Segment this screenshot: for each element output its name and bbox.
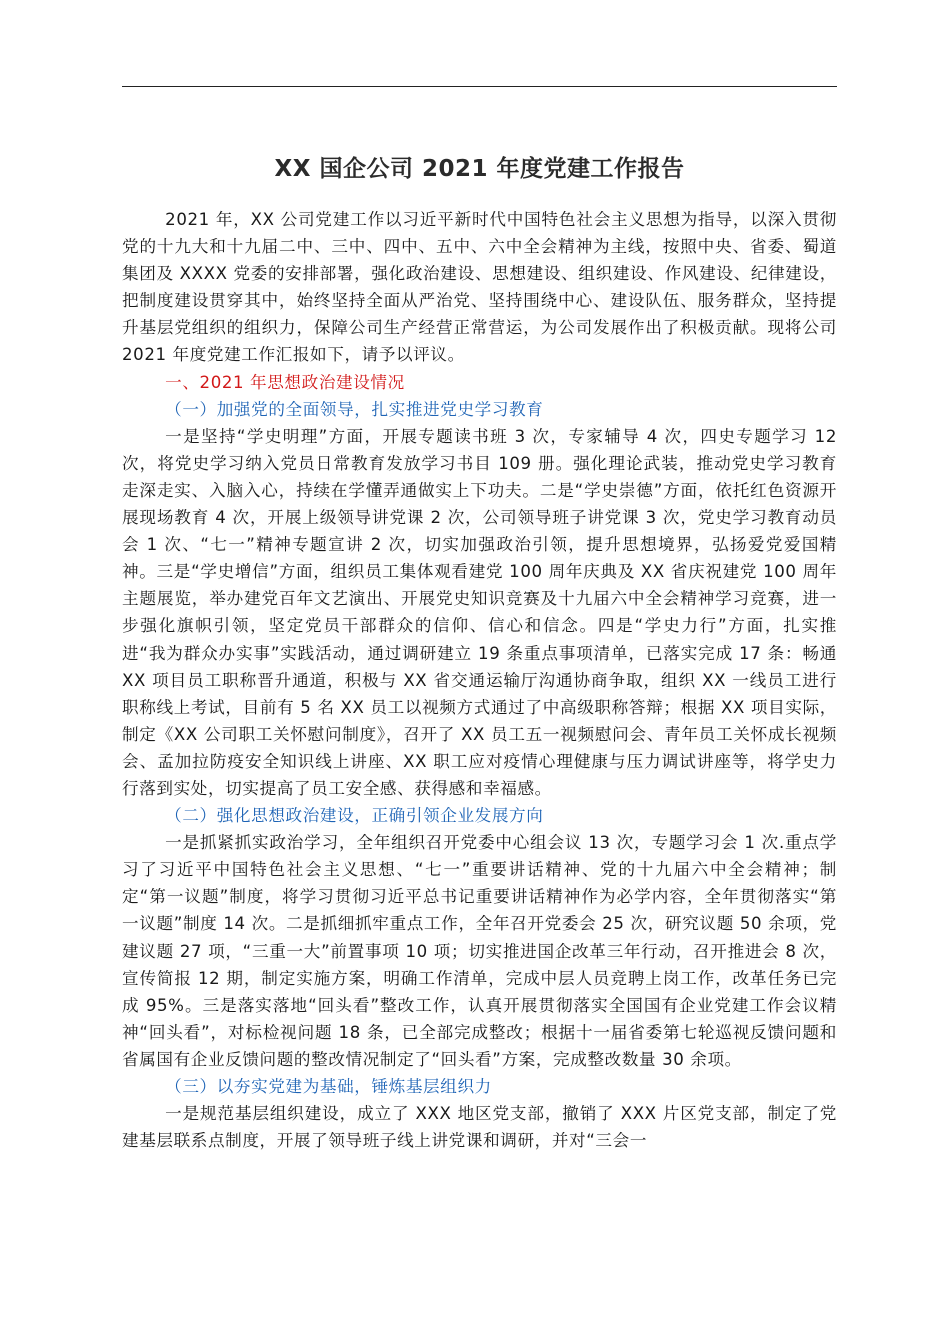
intro-paragraph: 2021 年，XX 公司党建工作以习近平新时代中国特色社会主义思想为指导，以深入贯彻党的十九大和十九届二中、三中、四中、五中、六中全会精神为主线，按照中央、省委、蜀道集团及 XXXX 党委的安排部署，强化政治建设、思想建设、组织建设、作风建设、纪律建设，把制度建设贯穿其中，始终坚持全面从严治党、坚持围绕中心、建设队伍、服务群众，坚持提升基层党组织的组织力，保障公司生产经营正常营运，为公司发展作出了积极贡献。现将公司 2021 年度党建工作汇报如下，请予以评议。 xyxy=(122,210,837,365)
document-title: XX 国企公司 2021 年度党建工作报告 xyxy=(274,156,685,182)
header-rule xyxy=(122,86,837,87)
subsection-body-1: 一是坚持“学史明理”方面，开展专题读书班 3 次，专家辅导 4 次，四史专题学习 12 次，将党史学习纳入党员日常教育发放学习书目 109 册。强化理论武装，推动党史学习教育走深走实、入脑入心，持续在学懂弄通做实上下功夫。二是“学史崇德”方面，依托红色资源开展现场教育 4 次，开展上级领导讲党课 2 次，公司领导班子讲党课 3 次，党史学习教育动员会 1 次、“七一”精神专题宣讲 2 次，切实加强政治引领，提升思想境界，弘扬爱党爱国精神。三是“学史增信”方面，组织员工集体观看建党 100 周年庆典及 XX 省庆祝建党 100 周年主题展览，举办建党百年文艺演出、开展党史知识竞赛及十九届六中全会精神学习竞赛，进一步强化旗帜引领，坚定党员干部群众的信仰、信心和信念。四是“学史力行”方面，扎实推进“我为群众办实事”实践活动，通过调研建立 19 条重点事项清单，已落实完成 17 条：畅通 XX 项目员工职称晋升通道，积极与 XX 省交通运输厅沟通协商争取，组织 XX 一线员工进行职称线上考试，目前有 5 名 XX 员工以视频方式通过了中高级职称答辩；根据 XX 项目实际，制定《XX 公司职工关怀慰问制度》，召开了 XX 员工五一视频慰问会、青年员工关怀成长视频会、孟加拉防疫安全知识线上讲座、XX 职工应对疫情心理健康与压力调试讲座等，将学史力行落到实处，切实提高了员工安全感、获得感和幸福感。 xyxy=(122,426,837,798)
subsection-body-3: 一是规范基层组织建设，成立了 XXX 地区党支部，撤销了 XXX 片区党支部，制定了党建基层联系点制度，开展了领导班子线上讲党课和调研，并对“三会一 xyxy=(122,1104,837,1151)
subsection-heading-2: （二）强化思想政治建设，正确引领企业发展方向 xyxy=(165,806,544,826)
subsection-heading-1: （一）加强党的全面领导，扎实推进党史学习教育 xyxy=(165,399,544,419)
subsection-heading-3: （三）以夯实党建为基础，锤炼基层组织力 xyxy=(165,1077,492,1096)
subsection-body-2: 一是抓紧抓实政治学习，全年组织召开党委中心组会议 13 次，专题学习会 1 次.重点学习了习近平中国特色社会主义思想、“七一”重要讲话精神、党的十九届六中全会精神；制定“第一议题”制度，将学习贯彻习近平总书记重要讲话精神作为必学内容，全年贯彻落实“第一议题”制度 14 次。二是抓细抓牢重点工作，全年召开党委会 25 次，研究议题 50 余项，党建议题 27 项，“三重一大”前置事项 10 项；切实推进国企改革三年行动，召开推进会 8 次，宣传简报 12 期，制定实施方案，明确工作清单，完成中层人员竞聘上岗工作，改革任务已完成 95%。三是落实落地“回头看”整改工作，认真开展贯彻落实全国国有企业党建工作会议精神“回头看”，对标检视问题 18 条，已全部完成整改；根据十一届省委第七轮巡视反馈问题和省属国有企业反馈问题的整改情况制定了“回头看”方案，完成整改数量 30 余项。 xyxy=(122,833,837,1069)
section-heading-1: 一、2021 年思想政治建设情况 xyxy=(165,372,405,392)
document-body xyxy=(122,206,837,1154)
